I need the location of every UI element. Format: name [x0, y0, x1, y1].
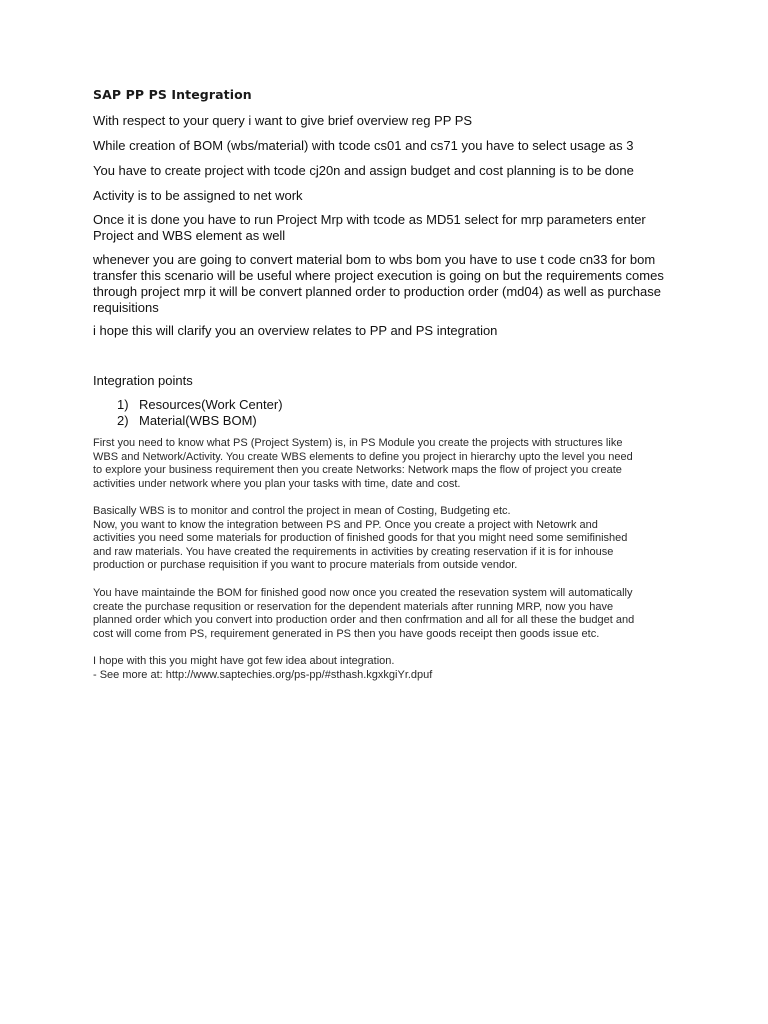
- document-title: SAP PP PS Integration: [93, 87, 252, 102]
- text-line: First you need to know what PS (Project System) is, in PS Module you create the projects with structures like: [93, 437, 623, 449]
- detail-paragraph-4: [93, 655, 683, 682]
- text-line: to explore your business requirement then you create Networks: Network maps the flow of project you create: [93, 464, 622, 477]
- text-line: planned order which you convert into production order and then confrmation and all for all these the budget and: [93, 614, 635, 627]
- intro-paragraph-5: [93, 212, 683, 244]
- intro-paragraph-2: [93, 138, 683, 154]
- intro-paragraph-6: [93, 252, 683, 316]
- text-line: i hope this will clarify you an overview relates to PP and PS integration: [93, 323, 498, 338]
- list-number: 2): [117, 413, 129, 428]
- text-line: requisitions: [93, 300, 159, 315]
- list-text: Resources(Work Center): [139, 397, 283, 412]
- text-line: I hope with this you might have got few idea about integration.: [93, 655, 395, 667]
- detail-paragraph-3: [93, 587, 683, 641]
- text-line: and raw materials. You have created the requirements in activities by creating reservation if it is for inhouse: [93, 545, 614, 558]
- text-line: cost will come from PS, requirement generated in PS then you have goods receipt then goods issue etc.: [93, 627, 600, 640]
- text-line: whenever you are going to convert material bom to wbs bom you have to use t code cn33 for bom: [93, 252, 656, 267]
- text-line: Project and WBS element as well: [93, 228, 286, 243]
- integration-heading: [93, 373, 683, 389]
- text-line: Basically WBS is to monitor and control the project in mean of Costing, Budgeting etc.: [93, 505, 511, 517]
- text-line: through project mrp it will be convert planned order to production order (md04) as well as purchase: [93, 284, 661, 299]
- list-number: 1): [117, 397, 129, 412]
- text-line: You have to create project with tcode cj20n and assign budget and cost planning is to be done: [93, 163, 634, 178]
- text-line: Now, you want to know the integration between PS and PP. Once you create a project with Netowrk and: [93, 518, 598, 531]
- text-line: create the purchase requsition or reservation for the dependent materials after running MRP, now you have: [93, 600, 614, 613]
- text-line: transfer this scenario will be useful where project execution is going on but the requirements comes: [93, 268, 664, 283]
- text-line: With respect to your query i want to give brief overview reg PP PS: [93, 113, 473, 128]
- intro-paragraph-1: [93, 113, 683, 129]
- source-link[interactable]: - See more at: http://www.saptechies.org/ps-pp/#sthash.kgxkgiYr.dpuf: [93, 668, 433, 681]
- text-line: You have maintainde the BOM for finished good now once you created the resevation system will automatically: [93, 587, 633, 599]
- intro-paragraph-3: [93, 163, 683, 179]
- text-line: Activity is to be assigned to net work: [93, 188, 303, 203]
- text-line: While creation of BOM (wbs/material) with tcode cs01 and cs71 you have to select usage as 3: [93, 138, 634, 153]
- text-line: Integration points: [93, 373, 193, 388]
- intro-paragraph-4: [93, 188, 683, 204]
- list-item: [117, 413, 257, 429]
- text-line: production or purchase requisition if you want to procure materials from outside vendor.: [93, 559, 518, 572]
- text-line: WBS and Network/Activity. You create WBS elements to define you project in hierarchy upto the level you need: [93, 450, 633, 463]
- list-text: Material(WBS BOM): [139, 413, 257, 428]
- detail-paragraph-1: [93, 437, 683, 491]
- text-line: Once it is done you have to run Project Mrp with tcode as MD51 select for mrp parameters enter: [93, 212, 646, 227]
- intro-paragraph-7: [93, 323, 683, 339]
- list-item: [117, 397, 283, 413]
- detail-paragraph-2: [93, 505, 683, 573]
- text-line: activities you need some materials for production of finished goods for that you might need some semifinished: [93, 532, 628, 545]
- text-line: activities under network where you plan your tasks with time, date and cost.: [93, 477, 461, 490]
